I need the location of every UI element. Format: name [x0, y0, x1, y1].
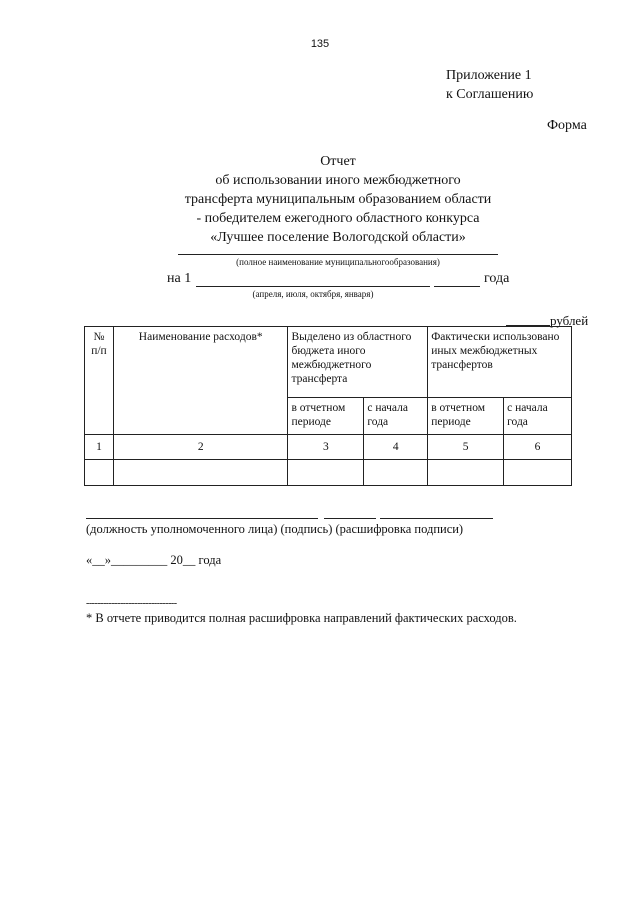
col-number: 3 — [288, 435, 364, 460]
month-line — [196, 286, 430, 287]
table-number-row — [85, 435, 572, 460]
date-line: «__»_________ 20__ года — [86, 553, 222, 567]
col-number: 1 — [85, 435, 114, 460]
sub-allocated-period: в отчетном периоде — [288, 398, 364, 435]
empty-cell — [364, 460, 428, 486]
year-line — [434, 286, 480, 287]
empty-cell — [504, 460, 572, 486]
position-line — [86, 518, 318, 519]
title-line-4: - победителем ежегодного областного конкурса — [196, 211, 480, 226]
months-caption: (апреля, июля, октября, января) — [252, 289, 374, 299]
footnote: * В отчете приводится полная расшифровка направлений фактических расходов. — [86, 611, 517, 625]
table-empty-row — [85, 460, 572, 486]
col-number: 5 — [428, 435, 504, 460]
sub-allocated-year: с начала года — [364, 398, 428, 435]
date-prefix: на 1 — [167, 271, 192, 286]
form-label: Форма — [547, 118, 587, 133]
municipality-name-line — [178, 254, 498, 255]
header-allocated: Выделено из областного бюджета иного межбюджетного трансферта — [288, 327, 428, 398]
appendix-heading — [446, 66, 533, 104]
signature-caption: (должность уполномоченного лица) (подпись) (расшифровка подписи) — [86, 522, 464, 536]
table-header-row — [85, 327, 572, 398]
appendix-line-1: Приложение 1 — [446, 68, 532, 83]
sub-actual-year: с начала года — [504, 398, 572, 435]
empty-cell — [85, 460, 114, 486]
header-name: Наименование расходов* — [113, 327, 288, 435]
page-number: 135 — [310, 38, 330, 50]
footnote-separator: -------------------------------- — [86, 598, 177, 609]
header-actual: Фактически использовано иных межбюджетных трансфертов — [428, 327, 572, 398]
header-num: № п/п — [85, 327, 114, 435]
currency-label: рублей — [550, 313, 589, 328]
date-suffix: года — [484, 271, 510, 286]
report-title — [100, 152, 576, 247]
title-line-3: трансферта муниципальным образованием области — [184, 192, 492, 207]
empty-cell — [288, 460, 364, 486]
title-line-5: «Лучшее поселение Вологодской области» — [210, 230, 466, 245]
col-number: 2 — [113, 435, 288, 460]
report-table — [84, 326, 572, 486]
sub-actual-period: в отчетном периоде — [428, 398, 504, 435]
empty-cell — [428, 460, 504, 486]
title-line-2: об использовании иного межбюджетного — [215, 173, 461, 188]
col-number: 4 — [364, 435, 428, 460]
empty-cell — [113, 460, 288, 486]
col-number: 6 — [504, 435, 572, 460]
signature-line — [324, 518, 376, 519]
title-line-1: Отчет — [320, 154, 356, 169]
signature-decoding-line — [380, 518, 493, 519]
appendix-line-2: к Соглашению — [446, 87, 534, 102]
municipality-caption: (полное наименование муниципальногообразования) — [236, 257, 440, 267]
